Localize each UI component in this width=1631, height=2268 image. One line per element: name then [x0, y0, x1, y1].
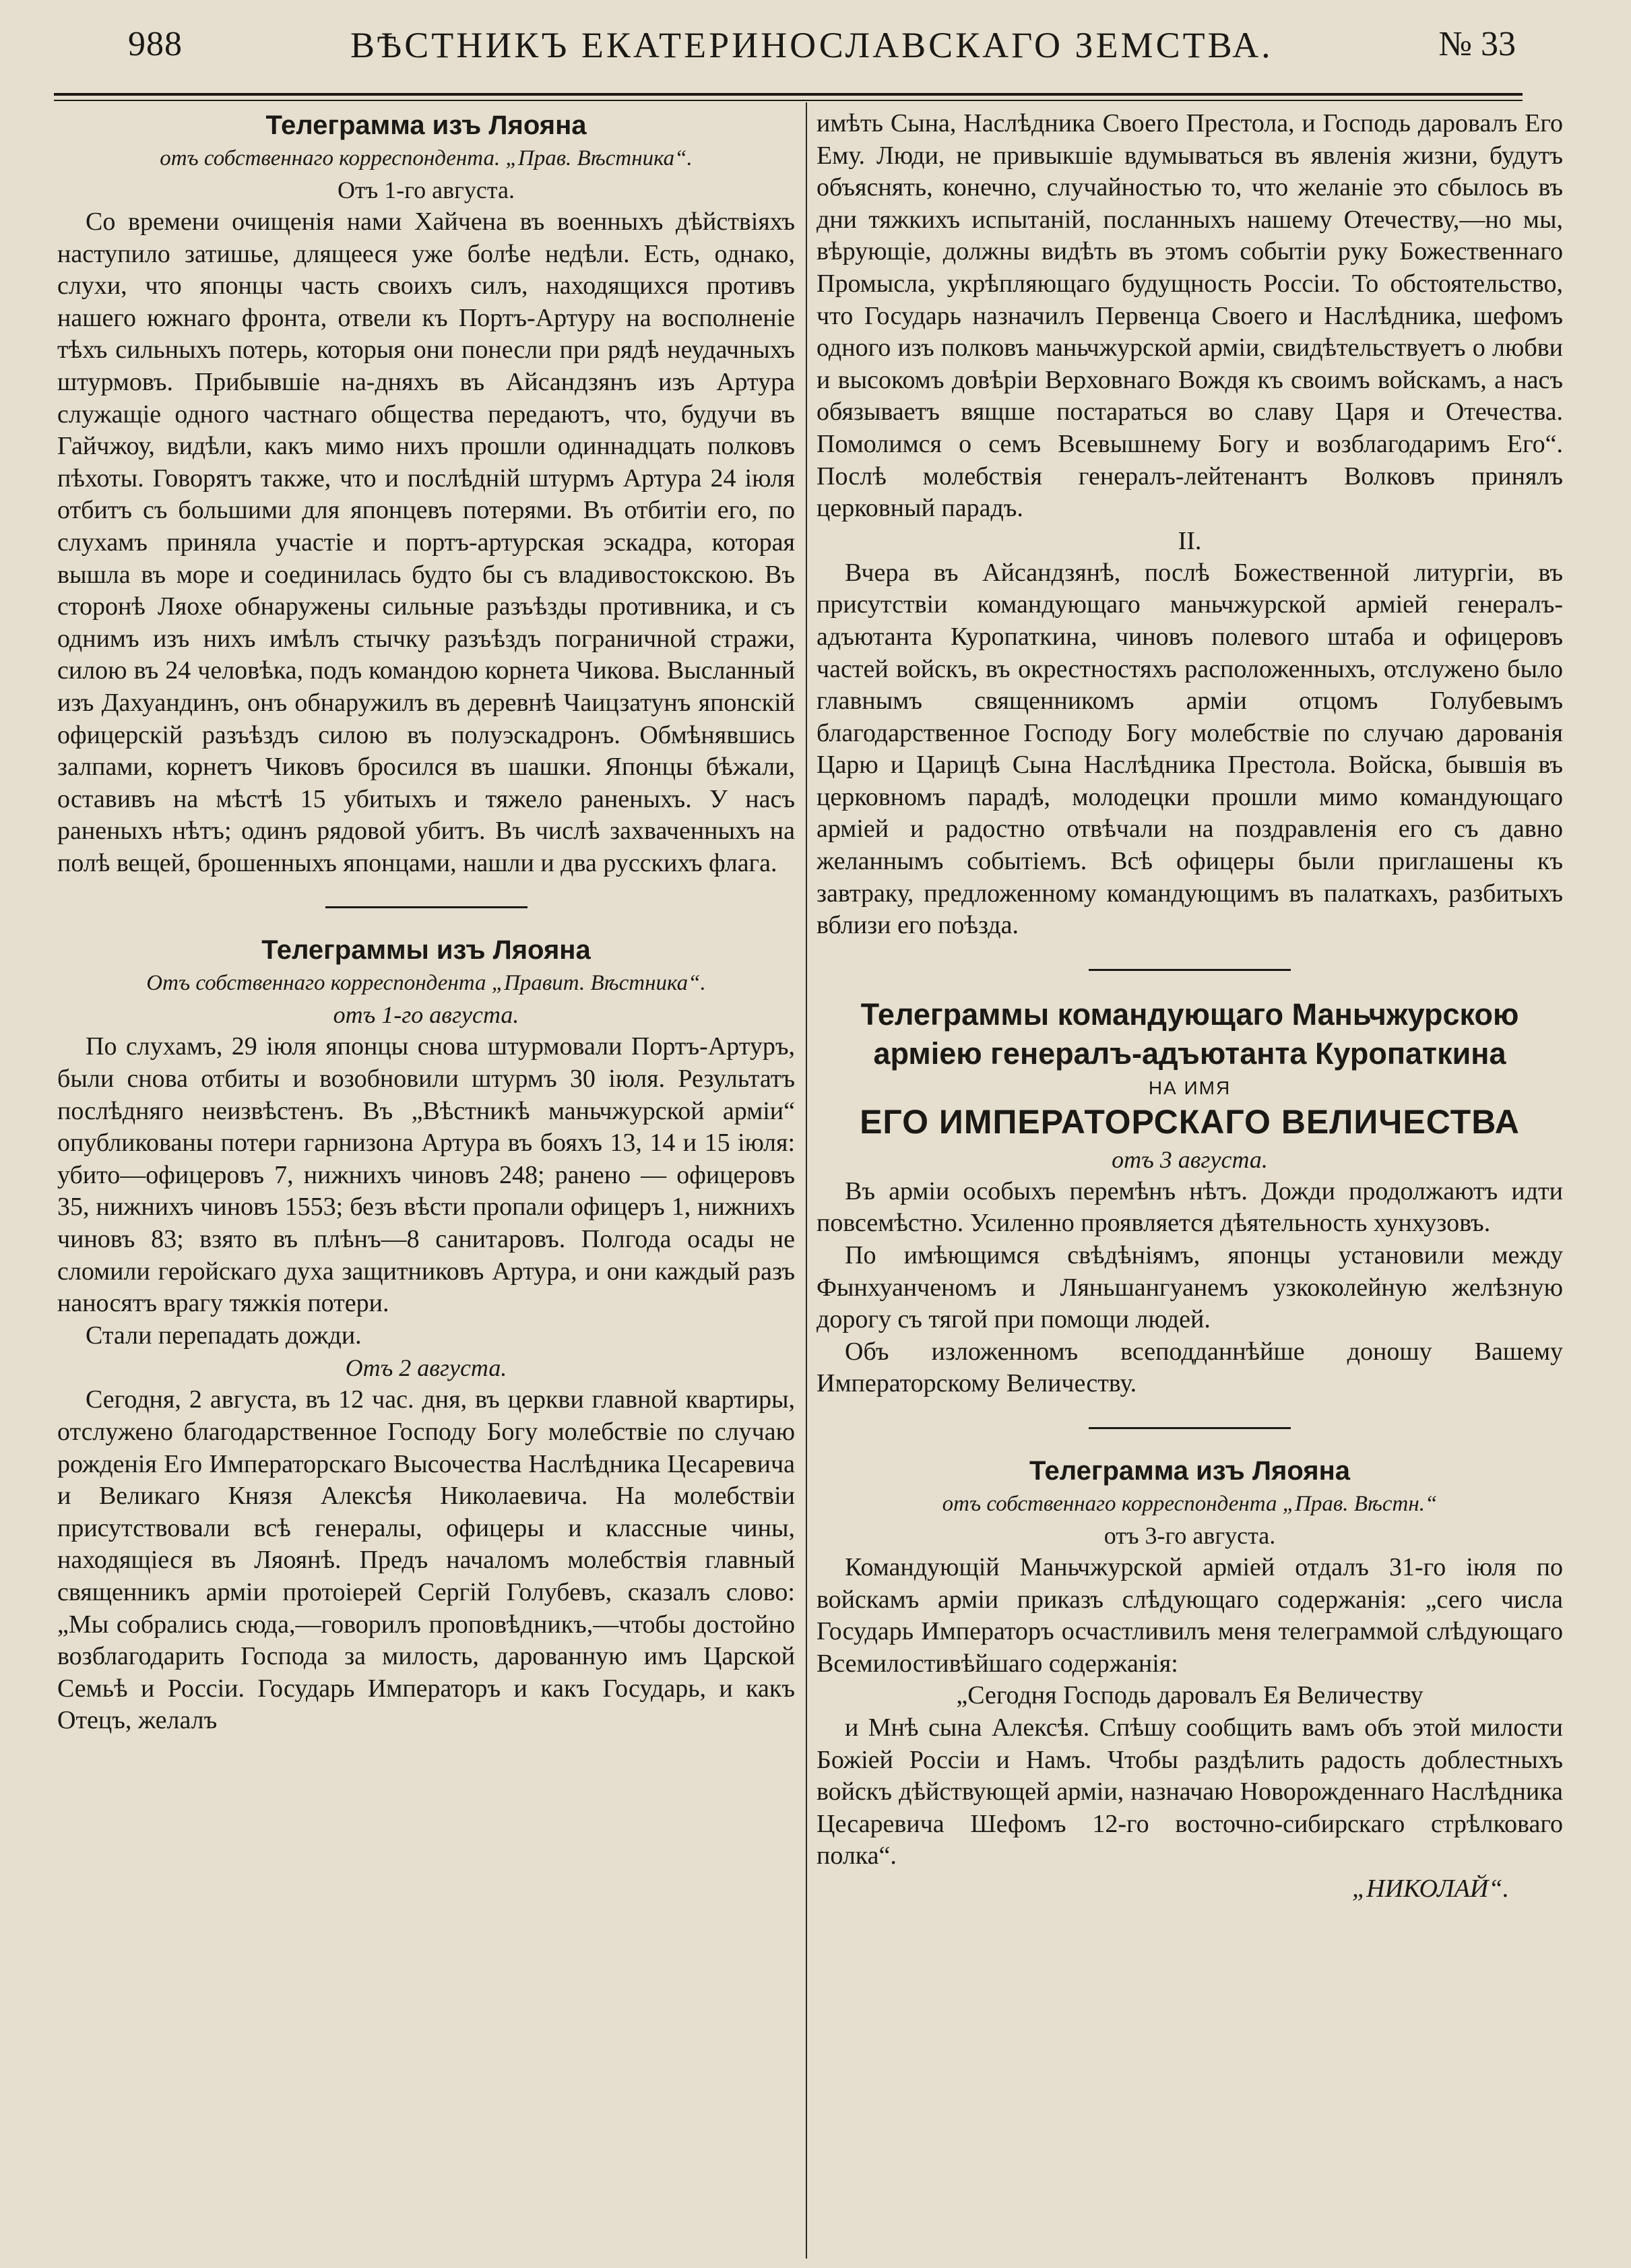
paragraph: Со времени очищенія нами Хайчена въ военныхъ дѣйствіяхъ наступило затишье, длящееся уже болѣе недѣли. Есть, однако, слухи, что японцы часть своихъ силъ, находящихся противъ нашего южнаго фронта, отвели къ Портъ-Артуру на восполненіе тѣхъ сильныхъ потерь, которыя они понесли при рядѣ неудачныхъ штурмовъ. Прибывшіе на-дняхъ въ Айсандзянъ изъ Артура служащіе одного частнаго общества передаютъ, что, будучи въ Гайчжоу, видѣли, какъ мимо нихъ прошли одиннадцать полковъ пѣхоты. Говорятъ также, что и послѣдній штурмъ Артура 24 іюля отбитъ съ большими для японцевъ потерями. Въ отбитіи его, по слухамъ приняла участіе и портъ-артурская эскадра, которая вышла въ море и соединилась будто бы съ владивостокскою. Въ сторонѣ Ляохе обнаружены сильные разъѣзды противника, и съ однимъ изъ нихъ имѣлъ стычку разъѣздъ пограничной стражи, силою въ 24 человѣка, подъ командою корнета Чикова. Высланный изъ Дахуандинъ, онъ обнаружилъ въ деревнѣ Чаицзатунъ японскій офицерскій разъѣздъ силою въ полуэскадронъ. Обмѣнявшись залпами, корнетъ Чиковъ бросился въ шашки. Японцы бѣжали, оставивъ на мѣстѣ 15 убитыхъ и тяжело раненыхъ. У насъ раненыхъ нѣтъ; одинъ рядовой убитъ. Въ числѣ захваченныхъ на полѣ вещей, брошенныхъ японцами, нашли и два русскихъ флага.	[57, 208, 795, 877]
header-rule	[54, 93, 1523, 101]
date-line: отъ 3-го августа.	[1104, 1522, 1276, 1549]
journal-title: ВѢСТНИКЪ ЕКАТЕРИНОСЛАВСКАГО ЗЕМСТВА.	[350, 25, 1273, 65]
section-title: Телеграмма изъ Ляояна	[265, 111, 587, 140]
quote-line: „Сегодня Господь даровалъ Ея Величеству	[956, 1681, 1424, 1710]
signature: „НИКОЛАЙ“.	[1352, 1874, 1509, 1903]
date-line: Отъ 1-го августа.	[337, 177, 515, 203]
date-line: отъ 1-го августа.	[333, 1001, 519, 1029]
section-title: Телеграммы командующаго Маньчжурскою арміею генералъ-адъютанта Куропаткина	[860, 997, 1519, 1071]
section-subtitle: Отъ собственнаго корреспондента „Правит. Вѣстника“.	[146, 971, 706, 996]
date-line: отъ 3 августа.	[1112, 1145, 1268, 1173]
paragraph: имѣть Сына, Наслѣдника Своего Престола, и Господь даровалъ Его Ему. Люди, не привыкшіе вдумываться въ явленія жизни, будутъ объяснять, конечно, случайностью то, что желаніе это сбылось въ дни тяжкихъ испытаній, посланныхъ нашему Отечеству,—но мы, вѣрующіе, должны видѣть въ этомъ событіи руку Божественнаго Промысла, укрѣпляющаго будущность Россіи. То обстоятельство, что Государь назначилъ Первенца Своего и Наслѣдника, шефомъ одного изъ полковъ маньчжурской арміи, свидѣтельствуетъ о любви и высокомъ довѣріи Верховнаго Вождя къ своимъ войскамъ, а насъ обязываетъ вящше постараться во славу Царя и Отечества. Помолимся о семъ Всевышнему Богу и возблагодаримъ Его“. Послѣ молебствія генералъ-лейтенантъ Волковъ принялъ церковный парадъ.	[817, 109, 1563, 523]
section-connector: НА ИМЯ	[1148, 1077, 1232, 1098]
paragraph: По слухамъ, 29 іюля японцы снова штурмовали Портъ-Артуръ, были снова отбиты и возобновили штурмъ 30 іюля. Результатъ послѣдняго неизвѣстенъ. Въ „Вѣстникѣ маньчжурской арміи“ опубликованы потери гарнизона Артура въ бояхъ 13, 14 и 15 іюля: убито—офицеровъ 7, нижнихъ чиновъ 248; ранено — офицеровъ 35, нижнихъ чиновъ 1553; безъ вѣсти пропали офицеръ 1, нижнихъ чиновъ 83; взято въ плѣнъ—8 санитаровъ. Полгода осады не сломили геройскаго духа защитниковъ Артура, и они каждый разъ наносятъ врагу тяжкія потери.	[57, 1032, 795, 1318]
section-subtitle: отъ собственнаго корреспондента „Прав. Вѣстн.“	[942, 1492, 1438, 1516]
paragraph: Въ арміи особыхъ перемѣнъ нѣтъ. Дожди продолжаютъ идти повсемѣстно. Усиленно проявляется дѣятельность хунхузовъ.	[817, 1176, 1563, 1238]
roman-numeral: II.	[1178, 526, 1202, 555]
column-divider	[806, 102, 807, 2259]
paragraph: и Мнѣ сына Алексѣя. Спѣшу сообщить вамъ объ этой милости Божіей Россіи и Намъ. Чтобы раздѣлить радость доблестныхъ войскъ дѣйствующей арміи, назначаю Новорожденнаго Наслѣдника Цесаревича Шефомъ 12-го восточно-сибирскаго стрѣлковаго полка“.	[817, 1713, 1563, 1870]
section-separator	[1089, 1427, 1291, 1429]
paragraph: Командующій Маньчжурской арміей отдалъ 31-го іюля по войскамъ арміи приказъ слѣдующаго содержанія: „сего числа Государь Императоръ осчастливилъ меня телеграммой слѣдующаго Всемилостивѣйшаго содержанія:	[817, 1553, 1563, 1678]
issue-number: № 33	[1438, 25, 1516, 63]
section-title-emperor: ЕГО ИМПЕРАТОРСКАГО ВЕЛИЧЕСТВА	[860, 1102, 1520, 1141]
section-separator	[1089, 969, 1291, 971]
paragraph: Сегодня, 2 августа, въ 12 час. дня, въ церкви главной квартиры, отслужено благодарственное Господу Богу молебствіе по случаю рожденія Его Императорскаго Высочества Наслѣдника Цесаревича и Великаго Князя Алексѣя Николаевича. На молебствіи присутствовали всѣ генералы, офицеры и классные чины, находящіеся въ Ляоянѣ. Предъ началомъ молебствія главный священникъ арміи протоіерей Сергій Голубевъ, сказалъ слово: „Мы собрались сюда,—говорилъ проповѣдникъ,—чтобы достойно возблагодарить Господа за милость, дарованную имъ Царской Семьѣ и Россіи. Государь Императоръ и какъ Государь, и какъ Отецъ, желалъ	[57, 1385, 795, 1735]
paragraph: Стали перепадать дожди.	[86, 1321, 362, 1350]
page-number: 988	[128, 25, 183, 63]
section-separator	[325, 906, 527, 908]
paragraph: Вчера въ Айсандзянѣ, послѣ Божественной литургіи, въ присутствіи командующаго маньчжурской арміей генералъ-адъютанта Куропаткина, чиновъ полевого штаба и офицеровъ частей войскъ, въ окрестностяхъ расположенныхъ, отслужено было главнымъ священникомъ арміи отцомъ Голубевымъ благодарственное Господу Богу молебствіе по случаю дарованія Царю и Царицѣ Сына Наслѣдника Престола. Войска, бывшія въ церковномъ парадѣ, молодецки прошли мимо командующаго арміей и радостно отвѣчали на поздравленія его съ давно желаннымъ событіемъ. Всѣ офицеры были приглашены къ завтраку, предложенному командующимъ въ палаткахъ, разбитыхъ вблизи его поѣзда.	[817, 558, 1563, 940]
paragraph: По имѣющимся свѣдѣніямъ, японцы установили между Фынхуанченомъ и Ляньшангуанемъ узкоколейную желѣзную дорогу съ тягой при помощи людей.	[817, 1241, 1563, 1334]
section-subtitle: отъ собственнаго корреспондента. „Прав. Вѣстника“.	[160, 146, 693, 170]
left-column	[57, 108, 795, 2261]
right-column	[817, 108, 1563, 2261]
page-header	[128, 24, 1516, 78]
date-line: Отъ 2 августа.	[345, 1354, 507, 1382]
section-title: Телеграммы изъ Ляояна	[261, 935, 591, 966]
paragraph: Объ изложенномъ всеподданнѣйше доношу Вашему Императорскому Величеству.	[817, 1337, 1563, 1398]
section-title: Телеграмма изъ Ляояна	[1029, 1456, 1350, 1486]
